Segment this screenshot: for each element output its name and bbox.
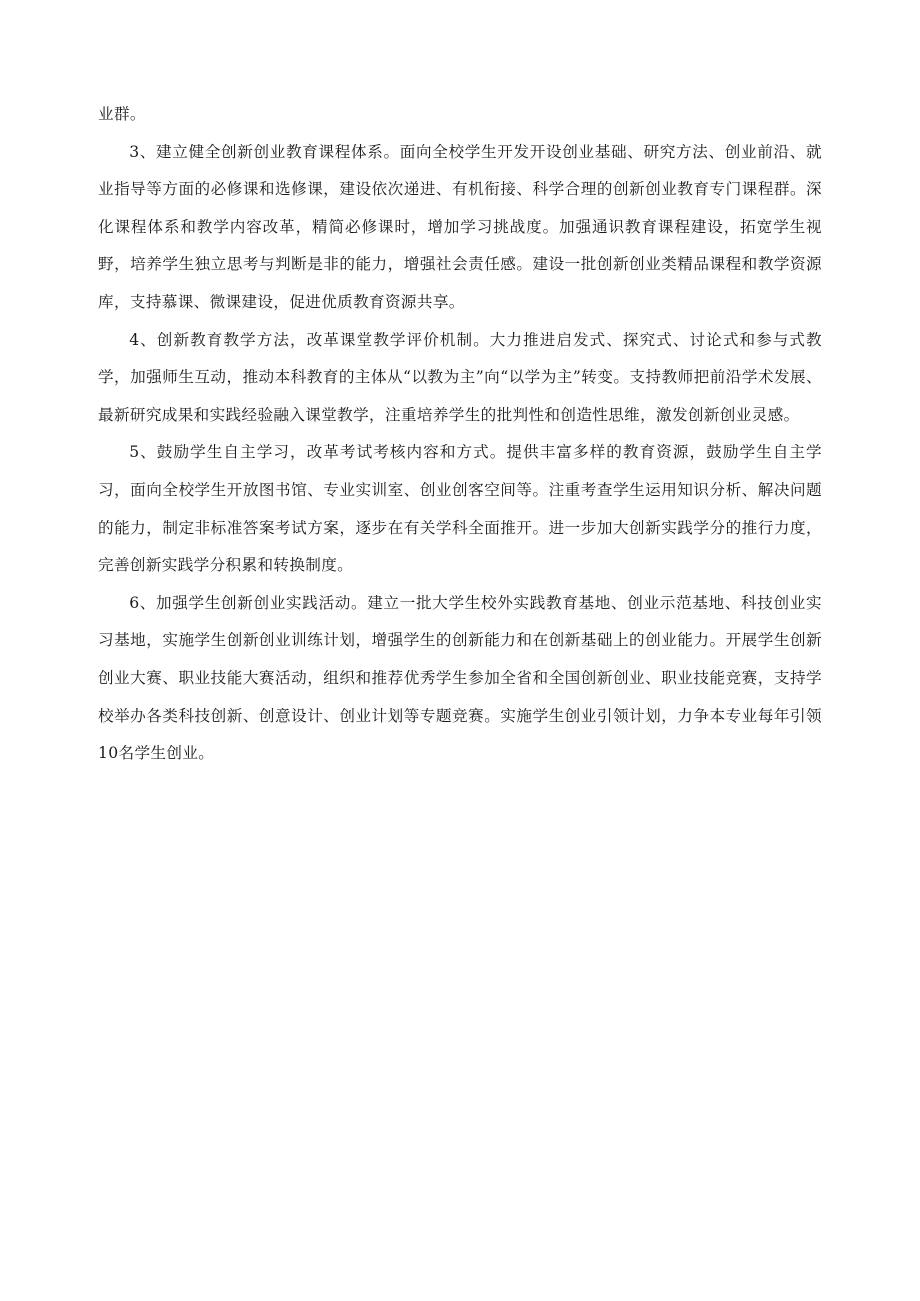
document-body — [98, 96, 822, 773]
paragraph-6-practice-activities: 6、加强学生创新创业实践活动。建立一批大学生校外实践教育基地、创业示范基地、科技创业实习基地，实施学生创新创业训练计划，增强学生的创新能力和在创新基础上的创业能力。开展学生创新创业大赛、职业技能大赛活动，组织和推荐优秀学生参加全省和全国创新创业、职业技能竞赛，支持学校举办各类科技创新、创意设计、创业计划等专题竞赛。实施学生创业引领计划，力争本专业每年引领10名学生创业。 — [98, 593, 822, 763]
paragraph-4-teaching-methods: 4、创新教育教学方法，改革课堂教学评价机制。大力推进启发式、探究式、讨论式和参与式教学，加强师生互动，推动本科教育的主体从“以教为主”向“以学为主”转变。支持教师把前沿学术发展、最新研究成果和实践经验融入课堂教学，注重培养学生的批判性和创造性思维，激发创新创业灵感。 — [98, 330, 822, 424]
paragraph-3-course-system: 3、建立健全创新创业教育课程体系。面向全校学生开发开设创业基础、研究方法、创业前沿、就业指导等方面的必修课和选修课，建设依次递进、有机衔接、科学合理的创新创业教育专门课程群。深化课程体系和教学内容改革，精简必修课时，增加学习挑战度。加强通识教育课程建设，拓宽学生视野，培养学生独立思考与判断是非的能力，增强社会责任感。建设一批创新创业类精品课程和教学资源库，支持慕课、微课建设，促进优质教育资源共享。 — [98, 142, 822, 311]
paragraph-5-self-learning: 5、鼓励学生自主学习，改革考试考核内容和方式。提供丰富多样的教育资源，鼓励学生自主学习，面向全校学生开放图书馆、专业实训室、创业创客空间等。注重考查学生运用知识分析、解决问题的能力，制定非标准答案考试方案，逐步在有关学科全面推开。进一步加大创新实践学分的推行力度，完善创新实践学分积累和转换制度。 — [98, 443, 822, 575]
paragraph-continuation: 业群。 — [98, 105, 146, 123]
